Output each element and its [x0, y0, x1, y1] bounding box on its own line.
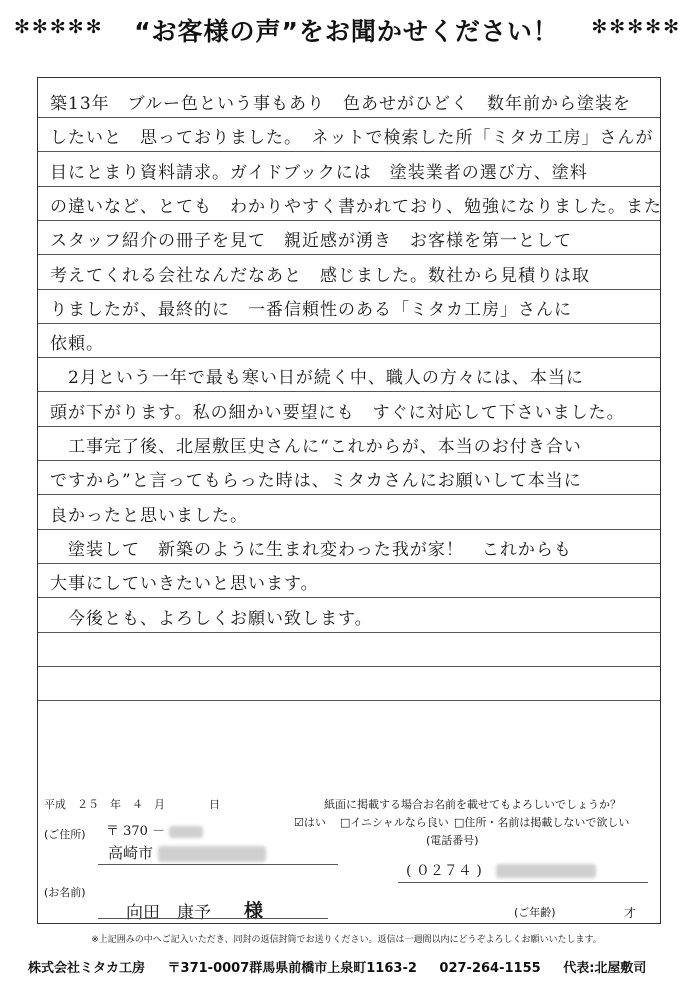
instruction-note: ※上記囲みの中へご記入いただき、同封の返信封筒でお送りください。返信は一週間以内にどうぞよろしくお願いいたします。 [91, 935, 602, 945]
letter-line [38, 221, 660, 255]
consent-question: 紙面に掲載する場合お名前を載せてもよろしいでしょうか？ [324, 798, 621, 811]
company-phone: 027-264-1155 [439, 961, 541, 976]
letter-line-text: 考えてくれる会社なんだなあと 感じました。数社から見積りは取 [50, 265, 590, 286]
letter-line [38, 461, 660, 495]
letter-line-text: 頭が下がります。私の細かい要望にも すぐに対応して下さいました。 [50, 402, 625, 423]
letter-line-text: りましたが、最終的に 一番信頼性のある「ミタカ工房」さんに [50, 299, 572, 320]
name-underline [98, 918, 328, 919]
address-redacted [158, 846, 266, 862]
consent-initial: □イニシャルなら良い [340, 816, 449, 829]
letter-line-text: 今後とも、よろしくお願い致します。 [50, 608, 373, 629]
phone-value [406, 860, 596, 880]
letter-line [38, 530, 660, 564]
header [0, 12, 693, 48]
letter-line-text: 良かったと思いました。 [50, 505, 248, 526]
phone-label: (電話番号) [426, 834, 479, 847]
company-representative: 代表:北屋敷司 [563, 961, 647, 976]
letter-line-text: 塗装して 新築のように生まれ変わった我が家！ これからも [50, 539, 572, 560]
letter-line [38, 256, 660, 290]
postal-redacted [169, 826, 203, 838]
letter-line-text: 目にとまり資料請求。ガイドブックには 塗装業者の選び方、塗料 [50, 162, 588, 183]
stars-left: ✻✻✻✻✻ [14, 16, 104, 38]
letter-line [38, 393, 660, 427]
letter-line-text: 築13年 ブルー色という事もあり 色あせがひどく 数年前から塗装を [50, 94, 631, 114]
letter-line-text: ですから”と言ってもらった時は、ミタカさんにお願いして本当に [50, 471, 582, 492]
letter-line [38, 290, 660, 324]
letter-line-text: 大事にしていきたいと思います。 [50, 574, 319, 595]
company-address: 〒371-0007群馬県前橋市上泉町1163-2 [167, 961, 417, 976]
letter-line [38, 564, 660, 598]
letter-line-text: 依頼。 [50, 334, 104, 355]
letter-line [38, 187, 660, 221]
letter-line-text: 2月という一年で最も寒い日が続く中、職人の方々には、本当に [50, 368, 584, 389]
letter-line [38, 599, 660, 633]
age-unit: 才 [624, 906, 637, 920]
phone-underline [398, 882, 648, 883]
letter-line [38, 427, 660, 461]
respondent-form [38, 790, 660, 923]
stars-right: ✻✻✻✻✻ [591, 16, 681, 38]
age-label: (ご年齢) [514, 906, 556, 919]
address-city: 高崎市 [108, 844, 154, 862]
date-label: 平成 ２５ 年 ４ 月 日 [44, 798, 220, 811]
postal-prefix: 〒 370 － [106, 824, 166, 839]
company-name: 株式会社ミタカ工房 [28, 961, 146, 976]
letter-line [38, 358, 660, 392]
letter-line [38, 633, 660, 667]
name-value: 向田 康予 [126, 903, 211, 923]
letter-line-text: 工事完了後、北屋敷匡史さんに“これからが、本当のお付き合い [50, 437, 582, 457]
page-title: “お客様の声”をお聞かせください！ [134, 17, 559, 46]
address-value [108, 842, 266, 863]
phone-area: ( ０２７４ ) [406, 863, 482, 879]
letter-line-text: スタッフ紹介の冊子を見て 親近感が湧き お客様を第一として [50, 231, 572, 252]
letter-line [38, 84, 660, 118]
footer [28, 957, 664, 976]
postal-code [106, 820, 203, 839]
letter-line [38, 118, 660, 152]
letter-line [38, 496, 660, 530]
letter-line-text: の違いなど、とても わかりやすく書かれており、勉強になりました。また [50, 196, 662, 217]
phone-redacted [496, 864, 596, 878]
letter-line [38, 324, 660, 358]
name-label: (お名前) [44, 886, 86, 899]
letter-line [38, 667, 660, 701]
consent-none: □住所・名前は掲載しないで欲しい [454, 816, 630, 829]
honorific: 様 [244, 900, 264, 922]
letter-line [38, 153, 660, 187]
address-label: (ご住所) [44, 828, 86, 841]
address-underline [98, 864, 338, 865]
consent-yes: ☑はい [294, 816, 326, 829]
feedback-card [37, 77, 661, 924]
letter-line-text: したいと 思っておりました。 ネットで検索した所「ミタカ工房」さんが [50, 128, 654, 149]
